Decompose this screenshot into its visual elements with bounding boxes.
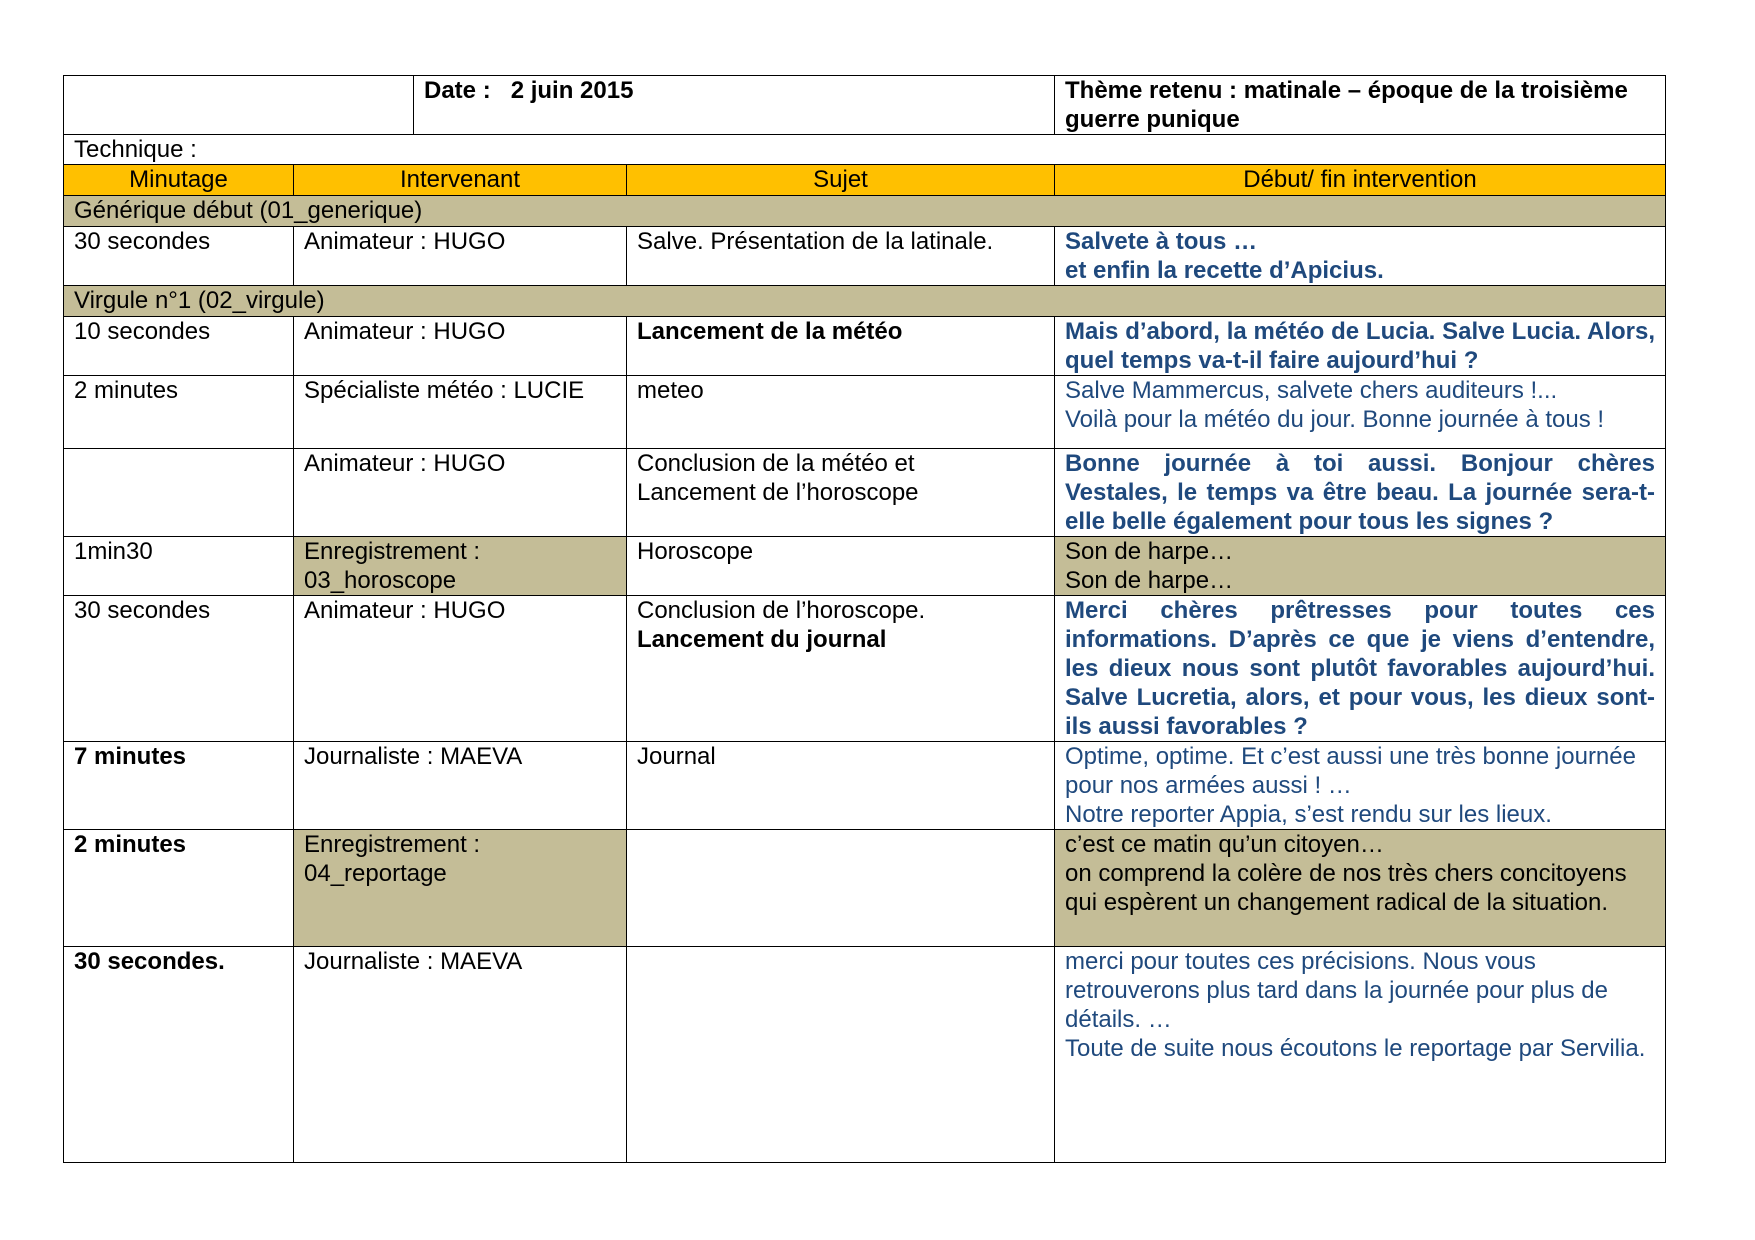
cell-minutage: 1min30	[64, 537, 294, 596]
cell-intervention: Merci chères prêtresses pour toutes ces informations. D’après ce que je viens d’entendre, les dieux nous sont plutôt favorables aujourd’hui. Salve Lucretia, alors, et pour vous, les dieux sont-ils aussi favorables ?	[1055, 596, 1666, 742]
cell-sujet: Salve. Présentation de la latinale.	[627, 227, 1055, 286]
cell-sujet: Conclusion de l’horoscope. Lancement du journal	[627, 596, 1055, 742]
cell-intervenant: Animateur : HUGO	[294, 596, 627, 742]
cell-minutage: 10 secondes	[64, 317, 294, 376]
cell-intervention: Salve Mammercus, salvete chers auditeurs !... Voilà pour la météo du jour. Bonne journée à tous !	[1055, 376, 1666, 449]
col-header-minutage: Minutage	[64, 165, 294, 196]
cell-minutage: 30 secondes	[64, 596, 294, 742]
cell-minutage: 2 minutes	[64, 376, 294, 449]
cell-intervenant: Enregistrement : 03_horoscope	[294, 537, 627, 596]
cell-minutage: 30 secondes	[64, 227, 294, 286]
cell-minutage: 2 minutes	[64, 830, 294, 947]
date-value: 2 juin 2015	[510, 77, 634, 104]
table-row	[64, 947, 1666, 1163]
technique-row	[64, 135, 1666, 165]
col-header-sujet: Sujet	[627, 165, 1055, 196]
cell-sujet: Conclusion de la météo et Lancement de l’horoscope	[627, 449, 1055, 537]
col-header-intervention: Début/ fin intervention	[1055, 165, 1666, 196]
conducteur-table	[63, 75, 1666, 1163]
technique-label: Technique :	[64, 135, 1666, 165]
cell-intervenant: Journaliste : MAEVA	[294, 742, 627, 830]
cell-minutage: 30 secondes.	[64, 947, 294, 1163]
col-header-intervenant: Intervenant	[294, 165, 627, 196]
table-row	[64, 227, 1666, 286]
cell-intervenant: Animateur : HUGO	[294, 449, 627, 537]
table-row	[64, 317, 1666, 376]
cell-sujet: Journal	[627, 742, 1055, 830]
table-row	[64, 537, 1666, 596]
column-header-row	[64, 165, 1666, 196]
table-row	[64, 596, 1666, 742]
cell-intervenant: Enregistrement : 04_reportage	[294, 830, 627, 947]
cell-intervention: merci pour toutes ces précisions. Nous vous retrouverons plus tard dans la journée pour plus de détails. … Toute de suite nous écoutons le reportage par Servilia.	[1055, 947, 1666, 1163]
cell-sujet	[627, 830, 1055, 947]
cell-sujet	[627, 947, 1055, 1163]
cell-intervention: c’est ce matin qu’un citoyen… on comprend la colère de nos très chers concitoyens qui espèrent un changement radical de la situation.	[1055, 830, 1666, 947]
theme-cell: Thème retenu : matinale – époque de la troisième guerre punique	[1055, 76, 1666, 135]
table-row	[64, 830, 1666, 947]
cell-intervenant: Journaliste : MAEVA	[294, 947, 627, 1163]
section-label: Générique début (01_generique)	[64, 196, 1666, 227]
cell-intervention: Son de harpe… Son de harpe…	[1055, 537, 1666, 596]
cell-intervention: Mais d’abord, la météo de Lucia. Salve Lucia. Alors, quel temps va-t-il faire aujourd’hui ?	[1055, 317, 1666, 376]
blank-cell	[64, 76, 414, 135]
cell-intervention: Salvete à tous … et enfin la recette d’Apicius.	[1055, 227, 1666, 286]
cell-minutage: 7 minutes	[64, 742, 294, 830]
section-row-generique	[64, 196, 1666, 227]
info-row	[64, 76, 1666, 135]
table-row	[64, 449, 1666, 537]
cell-intervenant: Animateur : HUGO	[294, 227, 627, 286]
section-row-virgule	[64, 286, 1666, 317]
cell-intervenant: Spécialiste météo : LUCIE	[294, 376, 627, 449]
cell-sujet: meteo	[627, 376, 1055, 449]
date-cell	[414, 76, 1055, 135]
cell-minutage	[64, 449, 294, 537]
table-row	[64, 376, 1666, 449]
cell-intervention: Optime, optime. Et c’est aussi une très bonne journée pour nos armées aussi ! … Notre reporter Appia, s’est rendu sur les lieux.	[1055, 742, 1666, 830]
cell-sujet: Lancement de la météo	[627, 317, 1055, 376]
section-label: Virgule n°1 (02_virgule)	[64, 286, 1666, 317]
cell-intervention: Bonne journée à toi aussi. Bonjour chères Vestales, le temps va être beau. La journée sera-t-elle belle également pour tous les signes ?	[1055, 449, 1666, 537]
date-label: Date :	[424, 77, 491, 104]
table-row	[64, 742, 1666, 830]
cell-intervenant: Animateur : HUGO	[294, 317, 627, 376]
cell-sujet: Horoscope	[627, 537, 1055, 596]
